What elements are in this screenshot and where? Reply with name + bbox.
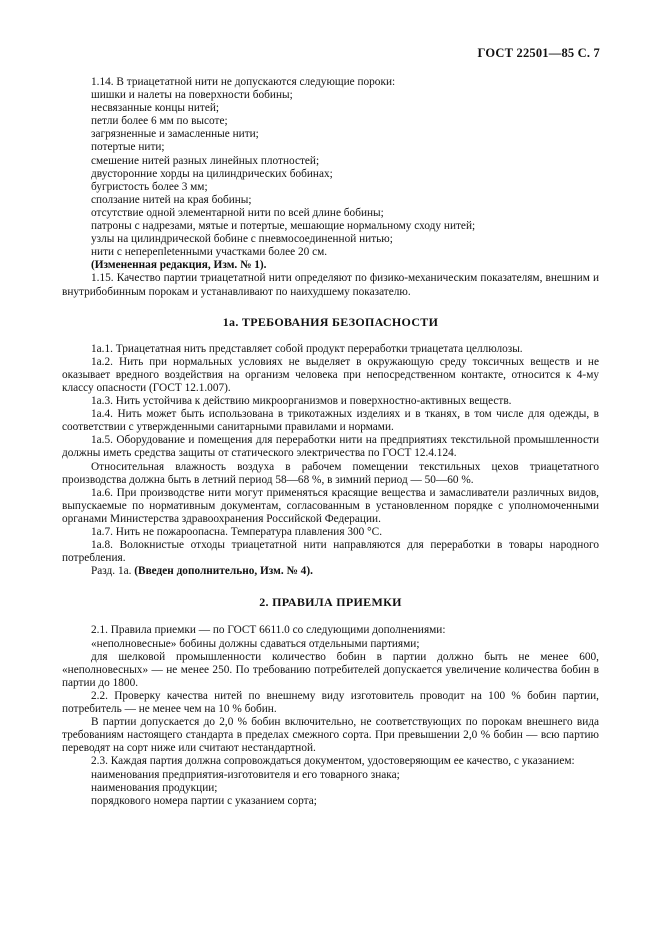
- page-header: ГОСТ 22501—85 С. 7: [477, 46, 600, 60]
- defect-item: узлы на цилиндрической бобине с пневмосоединенной нитью;: [91, 233, 393, 246]
- clause-2-1: 2.1. Правила приемки — по ГОСТ 6611.0 со следующими дополнениями:: [91, 624, 446, 637]
- clause-1-14: 1.14. В триацетатной нити не допускаются следующие пороки:: [91, 76, 396, 88]
- defect-item: загрязненные и замасленные нити;: [91, 128, 259, 141]
- clause-2-2: 2.2. Проверку качества нитей по внешнему виду изготовитель проводит на 100 % бобин партии, потребитель — не менее чем на 10 % бобин.: [62, 689, 599, 716]
- clause-1a-4: 1а.4. Нить может быть использована в трикотажных изделиях и в тканях, в том числе для одежды, в соответствии с утвержденными санитарными правилами и нормами.: [62, 408, 599, 434]
- document-item: наименования продукции;: [91, 781, 218, 794]
- clause-1a-5: 1а.5. Оборудование и помещения для переработки нити на предприятиях текстильной промышленности должны иметь средства защиты от статического электричества по ГОСТ 12.4.124.: [62, 434, 599, 460]
- document-item: наименования предприятия-изготовителя и его товарного знака;: [91, 768, 400, 781]
- defect-item: потертые нити;: [91, 141, 165, 154]
- clause-2-1-underweight: «неполновесные» бобины должны сдаваться отдельными партиями;: [91, 637, 420, 650]
- document-item: порядкового номера партии с указанием сорта;: [91, 794, 317, 807]
- defect-item: петли более 6 мм по высоте;: [91, 115, 228, 128]
- clause-2-2-tolerance: В партии допускается до 2,0 % бобин включительно, не соответствующих по порокам внешнего вида требованиям настоящего стандарта в пределах смежного сорта. При превышении 2,0 % бобин — всю партию переводят на сорт ниже или считают нестандартной.: [62, 716, 599, 755]
- defect-item: патроны с надрезами, мятые и потертые, мешающие нормальному сходу нитей;: [91, 220, 476, 233]
- defect-item: нити с неперепletенными участками более 20 см.: [91, 246, 328, 259]
- clause-1a-5-humidity: Относительная влажность воздуха в рабочем помещении текстильных цехов триацетатного производства должна быть в летний период 58—68 %, в зимний период — 50—60 %.: [62, 460, 599, 486]
- section-note-amendment: (Введен дополнительно, Изм. № 4).: [134, 565, 313, 578]
- defect-item: бугристость более 3 мм;: [91, 180, 208, 193]
- clause-1a-1: 1а.1. Триацетатная нить представляет собой продукт переработки триацетата целлюлозы.: [91, 342, 523, 355]
- clause-1-15: 1.15. Качество партии триацетатной нити определяют по физико-механическим показателям, внешним и внутрибобинным порокам и устанавливают по наихудшему показателю.: [62, 272, 599, 298]
- defect-item: двусторонние хорды на цилиндрических бобинах;: [91, 167, 333, 180]
- clause-2-3: 2.3. Каждая партия должна сопровождаться документом, удостоверяющим ее качество, с указанием:: [91, 755, 575, 768]
- clause-1a-6: 1а.6. При производстве нити могут применяться красящие вещества и замасливатели различных видов, выпускаемые по нормативным документам, согласованным в установленном порядке с уполномоченными органами Министерства здравоохранения Российской Федерации.: [62, 486, 599, 525]
- amendment-note: (Измененная редакция, Изм. № 1).: [91, 259, 267, 272]
- defect-item: несвязанные концы нитей;: [91, 102, 220, 115]
- section-note-prefix: Разд. 1а.: [91, 565, 135, 578]
- section-heading-safety: 1а. ТРЕБОВАНИЯ БЕЗОПАСНОСТИ: [222, 314, 439, 329]
- defect-item: отсутствие одной элементарной нити по всей длине бобины;: [91, 206, 384, 219]
- defect-item: смешение нитей разных линейных плотностей;: [91, 154, 320, 167]
- clause-1a-7: 1а.7. Нить не пожароопасна. Температура плавления 300 °С.: [91, 526, 383, 538]
- section-heading-acceptance: 2. ПРАВИЛА ПРИЕМКИ: [259, 595, 402, 610]
- defect-item: шишки и налеты на поверхности бобины;: [91, 89, 293, 102]
- clause-2-1-silk: для шелковой промышленности количество бобин в партии должно быть не менее 600, «неполновесных» — не менее 250. По требованию потребителей допускается увеличение количества бобин в партии до 1800.: [62, 650, 599, 689]
- page-body: [62, 76, 599, 808]
- section-1a-note: [62, 565, 599, 578]
- defect-item: сползание нитей на края бобины;: [91, 193, 252, 206]
- clause-1a-2: 1а.2. Нить при нормальных условиях не выделяет в окружающую среду токсичных веществ и не оказывает вредного воздействия на организм человека при непосредственном контакте, относится к 4-му классу опасности (ГОСТ 12.1.007).: [62, 355, 599, 394]
- clause-1a-3: 1а.3. Нить устойчива к действию микроорганизмов и поверхностно-активных веществ.: [91, 395, 512, 408]
- clause-1a-8: 1а.8. Волокнистые отходы триацетатной нити направляются для переработки в товары народного потребления.: [62, 539, 599, 565]
